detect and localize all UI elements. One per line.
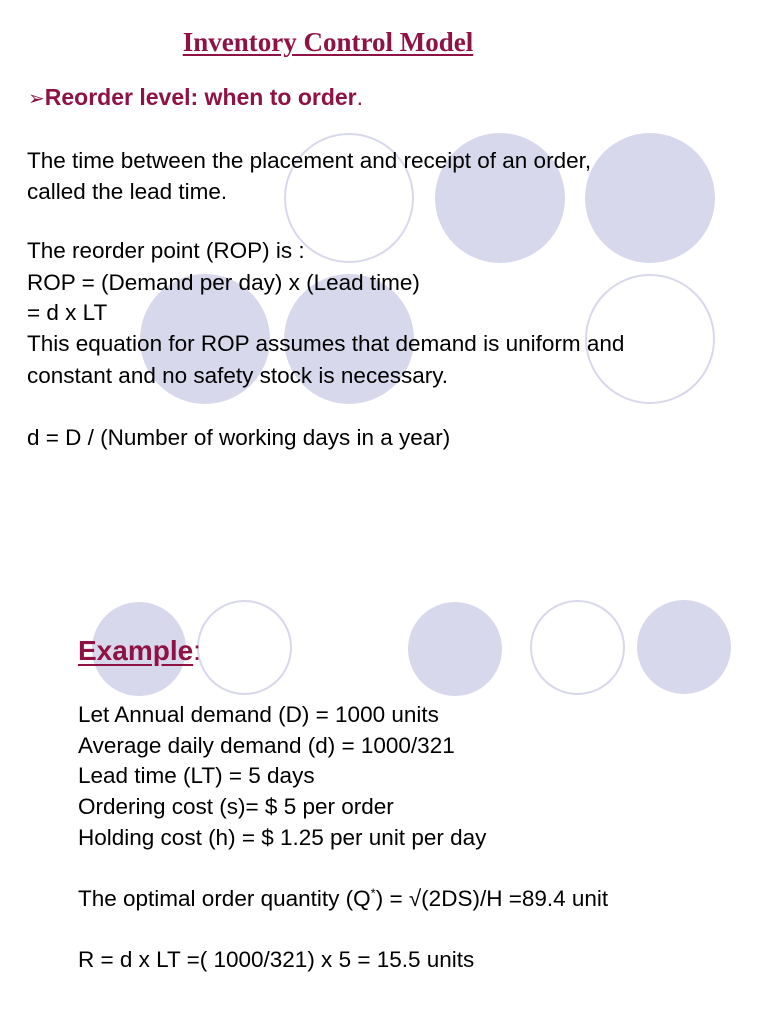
body-line: ROP = (Demand per day) x (Lead time) [27, 270, 420, 295]
reorder-point-line: R = d x LT =( 1000/321) x 5 = 15.5 units [78, 947, 475, 972]
example-line: Holding cost (h) = $ 1.25 per unit per day [78, 825, 487, 850]
example-heading-colon: : [193, 635, 201, 666]
decorative-circle [637, 600, 731, 694]
page-title: Inventory Control Model [182, 27, 474, 57]
bullet-text: Reorder level: when to order [44, 84, 357, 110]
bullet-period: . [356, 84, 364, 110]
decorative-circle [197, 600, 292, 695]
optimal-quantity-superscript: * [370, 885, 376, 901]
decorative-circle [408, 602, 502, 696]
decorative-circle [585, 133, 715, 263]
example-line: Average daily demand (d) = 1000/321 [78, 733, 455, 758]
body-line: constant and no safety stock is necessary. [27, 363, 449, 388]
body-line: The time between the placement and receipt of an order, [27, 148, 592, 173]
example-heading-word: Example [78, 635, 194, 666]
decorative-circle [530, 600, 625, 695]
optimal-quantity-result: ) = √(2DS)/H =89.4 unit [375, 886, 609, 911]
arrow-bullet-icon: ➢ [28, 88, 45, 110]
optimal-quantity-line [78, 885, 609, 911]
example-line: Let Annual demand (D) = 1000 units [78, 702, 439, 727]
body-line: = d x LT [27, 300, 108, 325]
body-line: The reorder point (ROP) is : [27, 238, 305, 263]
example-line: Ordering cost (s)= $ 5 per order [78, 794, 394, 819]
optimal-quantity-text: The optimal order quantity (Q [78, 886, 371, 911]
example-heading [78, 635, 201, 667]
body-line: This equation for ROP assumes that demand is uniform and [27, 331, 625, 356]
example-line: Lead time (LT) = 5 days [78, 763, 315, 788]
bullet-heading [28, 84, 363, 111]
body-line: d = D / (Number of working days in a year) [27, 425, 451, 450]
body-line: called the lead time. [27, 179, 228, 204]
